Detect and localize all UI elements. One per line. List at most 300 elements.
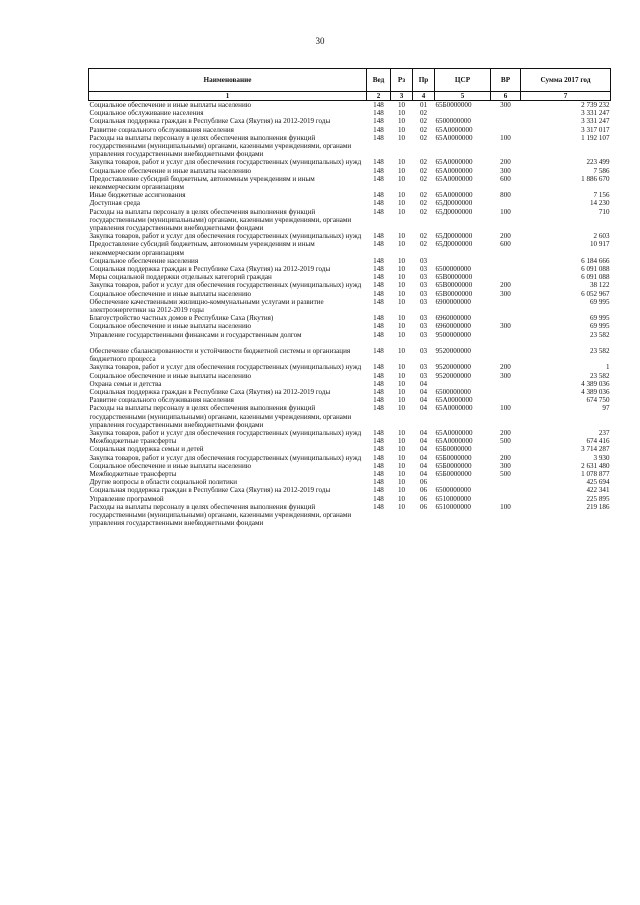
- cell-name: Доступная среда: [89, 199, 141, 208]
- cell-sum: 1 886 670: [581, 174, 610, 183]
- cell-pr: 06: [419, 494, 428, 503]
- cell-sum: 674 750: [586, 396, 610, 405]
- cell-name: Расходы на выплаты персоналу в целях обеспечения выполнения функций государственными (муниципальными) органами, казенными учреждениями, органами управления государственными внебюджетными фондами: [89, 207, 352, 233]
- table-row: [89, 208, 611, 233]
- table-row: [89, 495, 611, 503]
- cell-csr: 6500000000: [435, 387, 471, 396]
- cell-name: Развитие социального обслуживания населения: [89, 396, 234, 405]
- table-row: [89, 265, 611, 273]
- cell-sum: 237: [598, 428, 610, 437]
- cell-csr: 65А0000000: [435, 404, 473, 413]
- cell-sum: 3 331 247: [581, 109, 610, 118]
- cell-name: Социальное обеспечение и иные выплаты населению: [89, 371, 252, 380]
- table-row: [89, 314, 611, 322]
- cell-vr: [491, 445, 521, 453]
- cell-pr: 03: [419, 314, 428, 323]
- cell-ved: 148: [373, 502, 384, 511]
- cell-pr: 02: [419, 191, 428, 200]
- column-number-row: [89, 92, 611, 101]
- table-row: [89, 404, 611, 429]
- table-row: [89, 167, 611, 175]
- cell-name: Межбюджетные трансферты: [89, 469, 177, 478]
- table-row: [89, 380, 611, 388]
- cell-csr: 65А0000000: [435, 396, 473, 405]
- table-row: [89, 396, 611, 404]
- cell-ved: 148: [373, 117, 384, 126]
- cell-pr: 03: [419, 322, 428, 331]
- cell-rz: 10: [397, 387, 406, 396]
- cell-sum: 23 582: [589, 371, 610, 380]
- cell-vr: 100: [500, 133, 511, 142]
- cell-csr: 65Б0000000: [435, 461, 472, 470]
- cell-ved: 148: [373, 191, 384, 200]
- cell-csr: 65В0000000: [435, 289, 473, 298]
- cell-pr: 02: [419, 232, 428, 241]
- cell-sum: 223 499: [586, 158, 610, 167]
- cell-name: Закупка товаров, работ и услуг для обеспечения государственных (муниципальных) нужд: [89, 363, 362, 372]
- cell-csr: 6500000000: [435, 117, 471, 126]
- cell-vr: [491, 298, 521, 314]
- column-number: 6: [491, 92, 521, 101]
- cell-vr: [491, 109, 521, 117]
- cell-ved: 148: [373, 330, 384, 339]
- cell-rz: 10: [397, 199, 406, 208]
- cell-pr: 01: [419, 101, 428, 109]
- cell-rz: 10: [397, 346, 406, 355]
- cell-sum: 23 582: [589, 346, 610, 355]
- cell-sum: 4 389 036: [581, 379, 610, 388]
- cell-sum: 7 586: [593, 166, 610, 175]
- cell-sum: 3 714 287: [581, 445, 610, 454]
- cell-vr: 800: [500, 191, 511, 200]
- cell-csr: 65А0000000: [435, 174, 473, 183]
- cell-sum: 38 122: [589, 281, 610, 290]
- cell-pr: 06: [419, 478, 428, 487]
- cell-name: Обеспечение сбалансированности и устойчивости бюджетной системы и организация бюджетного процесса: [89, 346, 351, 364]
- cell-pr: 03: [419, 265, 428, 274]
- cell-name: Обеспечение качественными жилищно-коммунальными услугами и развитие электроэнергетики на 2012-2019 годы: [89, 297, 324, 315]
- cell-sum: 23 582: [589, 330, 610, 339]
- cell-rz: 10: [397, 363, 406, 372]
- cell-ved: 148: [373, 322, 384, 331]
- cell-name: Социальное обеспечение и иные выплаты населению: [89, 322, 252, 331]
- cell-name: Предоставление субсидий бюджетным, автономным учреждениям и иным некоммерческим организациям: [89, 240, 315, 257]
- cell-vr: 500: [500, 437, 511, 446]
- cell-csr: [435, 257, 491, 265]
- cell-vr: 200: [500, 428, 511, 437]
- cell-vr: 100: [500, 502, 511, 511]
- cell-name: Социальное обслуживание населения: [89, 109, 204, 118]
- cell-csr: 6510000000: [435, 502, 471, 511]
- cell-name: Предоставление субсидий бюджетным, автономным учреждениям и иным некоммерческим организациям: [89, 174, 315, 192]
- table-row: [89, 175, 611, 191]
- cell-vr: [491, 396, 521, 404]
- table-row: [89, 126, 611, 134]
- cell-sum: 69 995: [589, 322, 610, 331]
- cell-vr: 200: [500, 453, 511, 462]
- table-row: [89, 191, 611, 199]
- cell-sum: 225 895: [586, 494, 610, 503]
- cell-pr: 02: [419, 207, 428, 216]
- cell-pr: 03: [419, 256, 428, 265]
- table-row: [89, 322, 611, 330]
- cell-name: Закупка товаров, работ и услуг для обеспечения государственных (муниципальных) нужд: [89, 281, 362, 290]
- cell-rz: 10: [397, 404, 406, 413]
- cell-rz: 10: [397, 273, 406, 282]
- cell-vr: 300: [500, 101, 511, 109]
- cell-name: Управление программой: [89, 494, 164, 503]
- table-row: [89, 454, 611, 462]
- cell-rz: 10: [397, 314, 406, 323]
- cell-sum: 7 156: [593, 191, 610, 200]
- cell-ved: 148: [373, 166, 384, 175]
- cell-rz: 10: [397, 494, 406, 503]
- column-number: 5: [435, 92, 491, 101]
- cell-name: Закупка товаров, работ и услуг для обеспечения государственных (муниципальных) нужд: [89, 453, 362, 462]
- cell-rz: 10: [397, 101, 406, 109]
- cell-name: Социальное обеспечение и иные выплаты населению: [89, 166, 252, 175]
- cell-name: Социальная поддержка граждан в Республике Саха (Якутия) на 2012-2019 годы: [89, 117, 331, 126]
- cell-vr: 300: [500, 166, 511, 175]
- cell-name: Меры социальной поддержки отдельных категорий граждан: [89, 273, 272, 282]
- table-row: [89, 199, 611, 207]
- table-row: [89, 437, 611, 445]
- cell-sum: 1 078 877: [581, 469, 610, 478]
- cell-csr: 65Б0000000: [435, 101, 472, 109]
- cell-pr: 02: [419, 174, 428, 183]
- cell-csr: 65А0000000: [435, 158, 473, 167]
- cell-name: Благоустройство частных домов в Республике Саха (Якутия): [89, 314, 274, 323]
- cell-pr: 02: [419, 240, 428, 249]
- budget-table: [88, 68, 611, 527]
- cell-rz: 10: [397, 133, 406, 142]
- table-row: [89, 486, 611, 494]
- cell-ved: 148: [373, 404, 384, 413]
- cell-pr: 06: [419, 486, 428, 495]
- table-row: [89, 257, 611, 265]
- table-row: [89, 117, 611, 125]
- header-csr: ЦСР: [435, 69, 491, 92]
- cell-sum: 674 416: [586, 437, 610, 446]
- cell-name: Социальное обеспечение и иные выплаты населению: [89, 461, 252, 470]
- cell-vr: 500: [500, 469, 511, 478]
- cell-vr: 200: [500, 158, 511, 167]
- table-row: [89, 298, 611, 314]
- cell-ved: 148: [373, 174, 384, 183]
- table-body: [89, 101, 611, 528]
- cell-csr: [435, 109, 491, 117]
- cell-csr: 6510000000: [435, 494, 471, 503]
- cell-sum: 425 694: [586, 478, 610, 487]
- cell-csr: 65А0000000: [435, 428, 473, 437]
- cell-rz: 10: [397, 117, 406, 126]
- cell-pr: 02: [419, 158, 428, 167]
- table-row: [89, 372, 611, 380]
- cell-csr: 6500000000: [435, 486, 471, 495]
- cell-pr: 04: [419, 453, 428, 462]
- cell-pr: 04: [419, 445, 428, 454]
- table-row: [89, 503, 611, 528]
- cell-ved: 148: [373, 428, 384, 437]
- cell-vr: 100: [500, 207, 511, 216]
- cell-pr: 04: [419, 428, 428, 437]
- cell-ved: 148: [373, 158, 384, 167]
- cell-vr: 200: [500, 232, 511, 241]
- cell-sum: 3 930: [593, 453, 610, 462]
- cell-csr: 6960000000: [435, 322, 471, 331]
- table-row: [89, 109, 611, 117]
- cell-ved: 148: [373, 240, 384, 249]
- table-row: [89, 445, 611, 453]
- cell-rz: 10: [397, 502, 406, 511]
- cell-vr: [491, 199, 521, 207]
- cell-vr: 200: [500, 363, 511, 372]
- cell-ved: 148: [373, 387, 384, 396]
- cell-sum: 69 995: [589, 297, 610, 306]
- cell-ved: 148: [373, 486, 384, 495]
- cell-name: Другие вопросы в области социальной политики: [89, 478, 238, 487]
- cell-pr: 02: [419, 133, 428, 142]
- table-header: [89, 69, 611, 101]
- page-number: 30: [315, 36, 325, 46]
- cell-ved: 148: [373, 314, 384, 323]
- cell-ved: 148: [373, 281, 384, 290]
- cell-csr: 65В0000000: [435, 273, 473, 282]
- header-rz: Рз: [391, 69, 413, 92]
- cell-rz: 10: [397, 256, 406, 265]
- cell-sum: 6 091 088: [581, 273, 610, 282]
- cell-rz: 10: [397, 265, 406, 274]
- cell-pr: 02: [419, 109, 428, 118]
- cell-rz: 10: [397, 281, 406, 290]
- table-row: [89, 232, 611, 240]
- cell-pr: 03: [419, 330, 428, 339]
- cell-name: Межбюджетные трансферты: [89, 437, 177, 446]
- cell-vr: 100: [500, 404, 511, 413]
- cell-vr: [491, 265, 521, 273]
- cell-sum: 4 389 036: [581, 387, 610, 396]
- header-ved: Вед: [367, 69, 391, 92]
- table-row: [89, 101, 611, 110]
- cell-pr: 03: [419, 346, 428, 355]
- cell-name: Расходы на выплаты персоналу в целях обеспечения выполнения функций государственными (муниципальными) органами, казенными учреждениями, органами управления государственными внебюджетными фондами: [89, 502, 352, 528]
- cell-rz: 10: [397, 174, 406, 183]
- cell-rz: 10: [397, 232, 406, 241]
- cell-csr: 65А0000000: [435, 125, 473, 134]
- cell-vr: 300: [500, 461, 511, 470]
- cell-rz: 10: [397, 379, 406, 388]
- cell-rz: 10: [397, 207, 406, 216]
- cell-name: Социальная поддержка граждан в Республике Саха (Якутия) на 2012-2019 годы: [89, 486, 331, 495]
- cell-pr: 06: [419, 502, 428, 511]
- cell-rz: 10: [397, 478, 406, 487]
- cell-name: Развитие социального обслуживания населения: [89, 125, 234, 134]
- cell-pr: 03: [419, 281, 428, 290]
- table-row: [89, 290, 611, 298]
- column-number: 3: [391, 92, 413, 101]
- cell-rz: 10: [397, 396, 406, 405]
- column-number: 4: [413, 92, 435, 101]
- cell-name: Расходы на выплаты персоналу в целях обеспечения выполнения функций государственными (муниципальными) органами, казенными учреждениями, органами управления государственными внебюджетными фондами: [89, 133, 352, 159]
- cell-sum: 2 739 232: [581, 101, 610, 109]
- cell-sum: 14 230: [589, 199, 610, 208]
- cell-sum: 710: [598, 207, 610, 216]
- cell-vr: [491, 257, 521, 265]
- cell-vr: [491, 495, 521, 503]
- cell-ved: 148: [373, 273, 384, 282]
- cell-pr: 03: [419, 289, 428, 298]
- table-row: [89, 273, 611, 281]
- cell-vr: [491, 273, 521, 281]
- cell-csr: 9520000000: [435, 371, 471, 380]
- cell-rz: 10: [397, 371, 406, 380]
- cell-rz: 10: [397, 289, 406, 298]
- cell-rz: 10: [397, 461, 406, 470]
- cell-vr: [491, 314, 521, 322]
- cell-name: Управление государственными финансами и государственным долгом: [89, 330, 302, 339]
- cell-ved: 148: [373, 207, 384, 216]
- cell-vr: [491, 331, 521, 339]
- cell-pr: 04: [419, 461, 428, 470]
- column-number: 1: [89, 92, 367, 101]
- cell-ved: 148: [373, 478, 384, 487]
- cell-sum: 97: [602, 404, 610, 413]
- cell-ved: 148: [373, 297, 384, 306]
- table-row: [89, 240, 611, 256]
- cell-pr: 04: [419, 437, 428, 446]
- table-row: [89, 429, 611, 437]
- cell-name: Социальное обеспечение и иные выплаты населению: [89, 101, 252, 109]
- cell-vr: [491, 478, 521, 486]
- cell-rz: 10: [397, 322, 406, 331]
- cell-pr: 04: [419, 469, 428, 478]
- cell-csr: [435, 380, 491, 388]
- column-number: 7: [521, 92, 611, 101]
- cell-name: Социальное обеспечение населения: [89, 256, 199, 265]
- cell-sum: 6 091 088: [581, 265, 610, 274]
- table-row: [89, 470, 611, 478]
- cell-csr: 65А0000000: [435, 133, 473, 142]
- cell-ved: 148: [373, 453, 384, 462]
- cell-csr: 65А0000000: [435, 166, 473, 175]
- cell-rz: 10: [397, 469, 406, 478]
- cell-pr: 04: [419, 396, 428, 405]
- cell-ved: 148: [373, 289, 384, 298]
- cell-vr: 600: [500, 240, 511, 249]
- cell-sum: 1 192 107: [581, 133, 610, 142]
- cell-csr: 65Б0000000: [435, 445, 472, 454]
- cell-rz: 10: [397, 109, 406, 118]
- cell-ved: 148: [373, 437, 384, 446]
- cell-name: Расходы на выплаты персоналу в целях обеспечения выполнения функций государственными (муниципальными) органами, казенными учреждениями, органами управления государственными внебюджетными фондами: [89, 404, 352, 429]
- cell-vr: [491, 380, 521, 388]
- table-row: [89, 462, 611, 470]
- header-pr: Пр: [413, 69, 435, 92]
- header-vr: ВР: [491, 69, 521, 92]
- cell-name: Охрана семьи и детства: [89, 379, 162, 388]
- cell-pr: 03: [419, 297, 428, 306]
- cell-csr: 65Д0000000: [435, 240, 473, 249]
- cell-rz: 10: [397, 125, 406, 134]
- cell-ved: 148: [373, 445, 384, 454]
- cell-sum: 6 052 967: [581, 289, 610, 298]
- cell-sum: 1: [605, 363, 610, 372]
- cell-name: Иные бюджетные ассигнования: [89, 191, 186, 200]
- cell-pr: 04: [419, 387, 428, 396]
- cell-ved: 148: [373, 469, 384, 478]
- cell-name: Социальное обеспечение и иные выплаты населению: [89, 289, 252, 298]
- cell-ved: 148: [373, 363, 384, 372]
- cell-sum: 69 995: [589, 314, 610, 323]
- cell-ved: 148: [373, 346, 384, 355]
- cell-pr: 03: [419, 363, 428, 372]
- cell-rz: 10: [397, 453, 406, 462]
- cell-name: Закупка товаров, работ и услуг для обеспечения государственных (муниципальных) нужд: [89, 158, 362, 167]
- header-sum: Сумма 2017 год: [521, 69, 611, 92]
- cell-ved: 148: [373, 101, 384, 109]
- cell-csr: 65Б0000000: [435, 469, 472, 478]
- cell-sum: 2 603: [593, 232, 610, 241]
- cell-csr: 65Д0000000: [435, 207, 473, 216]
- cell-csr: 9500000000: [435, 330, 471, 339]
- cell-ved: 148: [373, 256, 384, 265]
- cell-ved: 148: [373, 125, 384, 134]
- cell-ved: 148: [373, 265, 384, 274]
- cell-vr: [491, 117, 521, 125]
- cell-csr: 65В0000000: [435, 281, 473, 290]
- cell-name: Социальная поддержка граждан в Республике Саха (Якутия) на 2012-2019 годы: [89, 387, 331, 396]
- cell-ved: 148: [373, 396, 384, 405]
- cell-ved: 148: [373, 379, 384, 388]
- cell-csr: 6500000000: [435, 265, 471, 274]
- cell-rz: 10: [397, 158, 406, 167]
- table-row: [89, 388, 611, 396]
- cell-ved: 148: [373, 494, 384, 503]
- cell-csr: 9520000000: [435, 346, 471, 355]
- cell-ved: 148: [373, 133, 384, 142]
- cell-name: Социальная поддержка граждан в Республике Саха (Якутия) на 2012-2019 годы: [89, 265, 331, 274]
- cell-rz: 10: [397, 330, 406, 339]
- cell-vr: [491, 126, 521, 134]
- cell-vr: 300: [500, 289, 511, 298]
- table-row: [89, 478, 611, 486]
- cell-ved: 148: [373, 461, 384, 470]
- cell-sum: 6 184 666: [581, 256, 610, 265]
- cell-rz: 10: [397, 240, 406, 249]
- table-row: [89, 331, 611, 339]
- table-row: [89, 281, 611, 289]
- cell-sum: 10 917: [589, 240, 610, 249]
- cell-pr: 04: [419, 379, 428, 388]
- cell-sum: 3 317 017: [581, 125, 610, 134]
- cell-name: Закупка товаров, работ и услуг для обеспечения государственных (муниципальных) нужд: [89, 428, 362, 437]
- cell-csr: 65Д0000000: [435, 199, 473, 208]
- cell-vr: 300: [500, 371, 511, 380]
- cell-sum: 219 186: [586, 502, 610, 511]
- cell-csr: 65А0000000: [435, 191, 473, 200]
- cell-pr: 02: [419, 199, 428, 208]
- cell-csr: [435, 478, 491, 486]
- cell-pr: 03: [419, 273, 428, 282]
- cell-ved: 148: [373, 199, 384, 208]
- cell-vr: 300: [500, 322, 511, 331]
- cell-vr: 600: [500, 174, 511, 183]
- cell-csr: 65А0000000: [435, 437, 473, 446]
- cell-pr: 02: [419, 117, 428, 126]
- cell-ved: 148: [373, 232, 384, 241]
- cell-pr: 02: [419, 166, 428, 175]
- column-number: 2: [367, 92, 391, 101]
